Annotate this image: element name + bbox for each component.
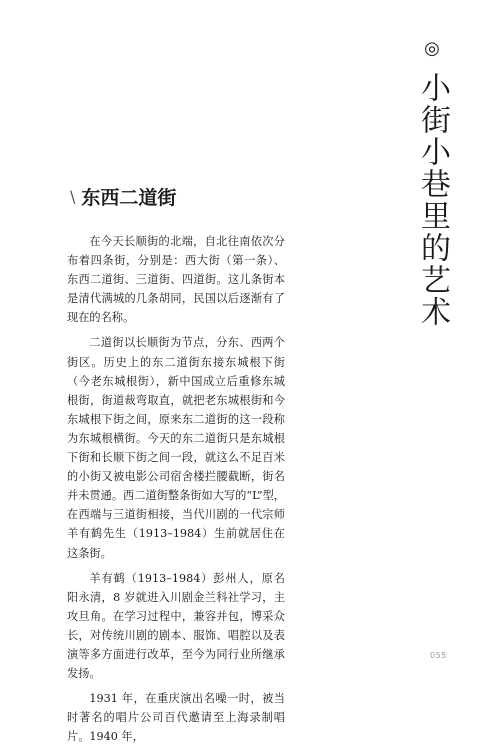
paragraph: 1931 年，在重庆演出名噪一时，被当时著名的唱片公司百代邀请至上海录制唱片。1940 年， [67, 692, 285, 744]
double-circle-icon: ◎ [424, 38, 440, 59]
paragraph: 在今天长顺街的北端，自北往南依次分布着四条街，分别是：西大街（第一条）、东西二道街、三道街、四道街。这儿条街本是清代满城的几条胡同，民国以后逐渐有了现在的名称。 [67, 235, 285, 325]
chapter-title-vertical: 小街小巷里的艺术 [415, 72, 450, 328]
section-heading [70, 183, 176, 210]
body-text [67, 232, 285, 752]
backslash-mark: \ [70, 187, 76, 206]
page-number: 055 [430, 651, 447, 660]
chapter-side-title [404, 40, 460, 328]
paragraph: 羊有鹤（1913–1984）彭州人，原名阳永清，8 岁就进入川剧金兰科社学习，主攻旦角。在学习过程中，兼容并包，博采众长，对传统川剧的剧本、服饰、唱腔以及表演等多方面进行改革，至今为同行业所继承发扬。 [67, 571, 285, 681]
section-title: 东西二道街 [81, 187, 177, 209]
paragraph: 二道街以长顺街为节点，分东、西两个街区。历史上的东二道街东接东城根下街（今老东城根街），新中国成立后重修东城根街，街道裁弯取直，就把老东城根街和今东城根下街之间，原来东二道街的这一段称为东城根横街。今天的东二道街只是东城根下街和长顺下街之间一段，就这么不足百米的小街又被电影公司宿舍楼拦腰截断，街名并未贯通。西二道街整条街如大写的“L”型，在西端与三道街相接，当代川剧的一代宗师羊有鹤先生（1913–1984）生前就居住在这条街。 [67, 336, 285, 560]
